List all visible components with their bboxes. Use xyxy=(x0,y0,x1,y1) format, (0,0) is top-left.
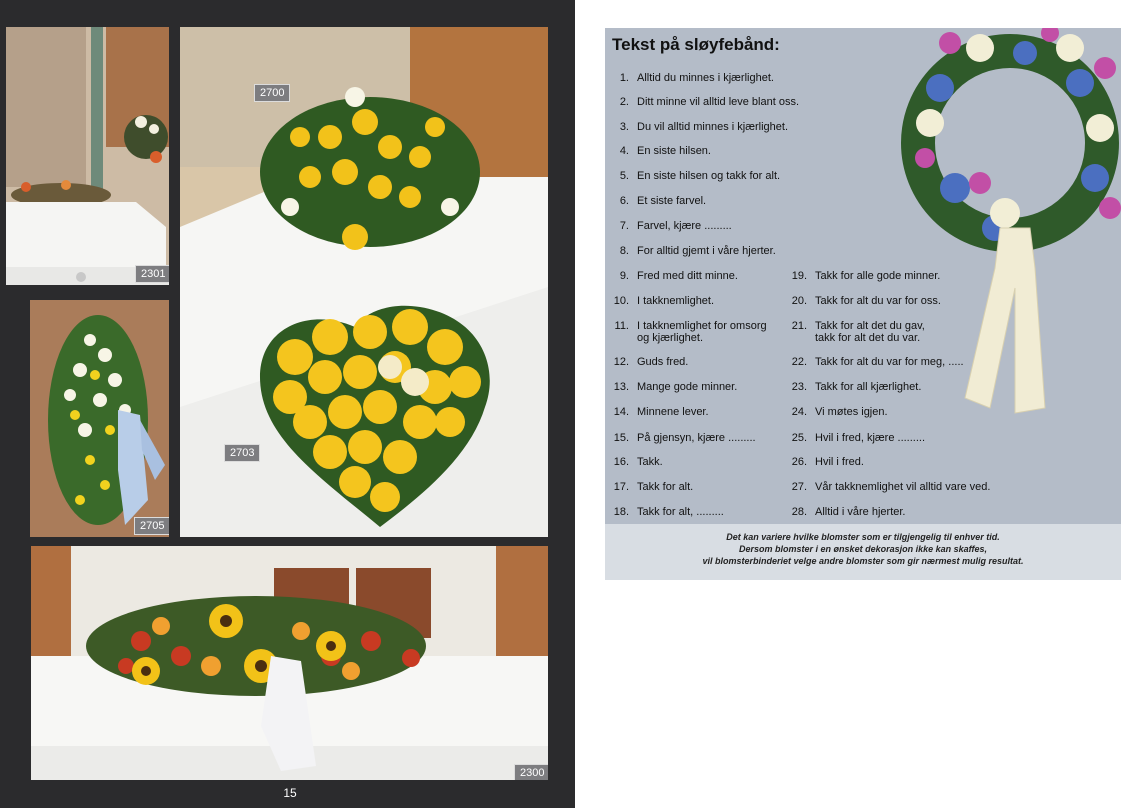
item-text: Du vil alltid minnes i kjærlighet. xyxy=(637,121,788,133)
item-text: Takk for all kjærlighet. xyxy=(815,381,922,393)
item-text: Takk for alt, ......... xyxy=(637,506,724,518)
availability-note xyxy=(605,524,1121,580)
item-text: Mange gode minner. xyxy=(637,381,738,393)
item-text: Takk for alt det du gav, takk for alt det du var. xyxy=(815,320,925,344)
item-number: 27. xyxy=(791,481,807,493)
item-text: Ditt minne vil alltid leve blant oss. xyxy=(637,96,800,108)
code-label: 2300 xyxy=(514,764,548,780)
item-number: 13. xyxy=(613,381,629,393)
item-text: Fred med ditt minne. xyxy=(637,270,738,282)
item-number: 15. xyxy=(613,432,629,444)
item-text: Takk for alle gode minner. xyxy=(815,270,941,282)
photo-2700-2703 xyxy=(180,27,548,537)
item-number: 18. xyxy=(613,506,629,518)
item-number: 3. xyxy=(619,121,629,133)
photo-2705-image xyxy=(30,300,169,537)
item-number: 17. xyxy=(613,481,629,493)
photo-2301 xyxy=(6,27,169,285)
item-number: 4. xyxy=(619,145,629,157)
item-text: Takk for alt. xyxy=(637,481,694,493)
photo-2300 xyxy=(31,546,548,780)
item-text: Takk for alt du var for meg, ..... xyxy=(815,356,964,368)
item-number: 24. xyxy=(791,406,807,418)
item-text: I takknemlighet for omsorg og kjærlighet. xyxy=(637,320,767,344)
note-line: Dersom blomster i en ønsket dekorasjon ikke kan skaffes, xyxy=(739,544,987,554)
right-page xyxy=(575,0,1146,808)
item-text: Takk. xyxy=(637,456,663,468)
item-number: 2. xyxy=(619,96,629,108)
item-number: 20. xyxy=(791,295,807,307)
item-text: Farvel, kjære ......... xyxy=(637,220,732,232)
item-text: Alltid du minnes i kjærlighet. xyxy=(637,72,774,84)
item-text: Guds fred. xyxy=(637,356,689,368)
item-text: Vi møtes igjen. xyxy=(815,406,888,418)
ribbon-text-panel xyxy=(605,28,1121,524)
item-number: 21. xyxy=(791,320,807,332)
page-title: Tekst på sløyfebånd: xyxy=(612,35,780,54)
photo-2301-image xyxy=(6,27,169,285)
item-number: 9. xyxy=(619,270,629,282)
item-text: En siste hilsen og takk for alt. xyxy=(637,170,781,182)
note-line: vil blomsterbinderiet velge andre blomster som gir nærmest mulig resultat. xyxy=(702,556,1024,566)
item-number: 25. xyxy=(791,432,807,444)
item-text: Alltid i våre hjerter. xyxy=(815,506,906,518)
item-number: 6. xyxy=(619,195,629,207)
item-number: 14. xyxy=(613,406,629,418)
item-number: 5. xyxy=(619,170,629,182)
code-label: 2703 xyxy=(224,444,260,462)
item-number: 22. xyxy=(791,356,807,368)
item-text: Minnene lever. xyxy=(637,406,709,418)
item-text: En siste hilsen. xyxy=(637,145,711,157)
item-text: Hvil i fred, kjære ......... xyxy=(815,432,926,444)
item-number: 28. xyxy=(791,506,807,518)
photo-2705 xyxy=(30,300,169,537)
item-text: I takknemlighet. xyxy=(637,295,715,307)
item-text: For alltid gjemt i våre hjerter. xyxy=(637,245,776,257)
item-number: 12. xyxy=(613,356,629,368)
item-number: 11. xyxy=(614,320,629,332)
item-text: Hvil i fred. xyxy=(815,456,864,468)
item-number: 8. xyxy=(619,245,629,257)
item-text: Vår takknemlighet vil alltid vare ved. xyxy=(815,481,991,493)
code-label: 2301 xyxy=(135,265,169,283)
item-number: 19. xyxy=(791,270,807,282)
item-number: 26. xyxy=(791,456,807,468)
note-line: Det kan variere hvilke blomster som er tilgjengelig til enhver tid. xyxy=(726,532,1000,542)
item-text: Takk for alt du var for oss. xyxy=(815,295,941,307)
item-number: 1. xyxy=(619,72,629,84)
item-text: På gjensyn, kjære ......... xyxy=(637,432,756,444)
item-number: 10. xyxy=(613,295,629,307)
code-label: 2700 xyxy=(254,84,290,102)
photo-2300-image xyxy=(31,546,548,780)
item-number: 7. xyxy=(619,220,629,232)
item-number: 23. xyxy=(791,381,807,393)
item-text: Et siste farvel. xyxy=(637,195,707,207)
code-label: 2705 xyxy=(134,517,169,535)
item-number: 16. xyxy=(613,456,629,468)
page-number: 15 xyxy=(283,786,297,800)
